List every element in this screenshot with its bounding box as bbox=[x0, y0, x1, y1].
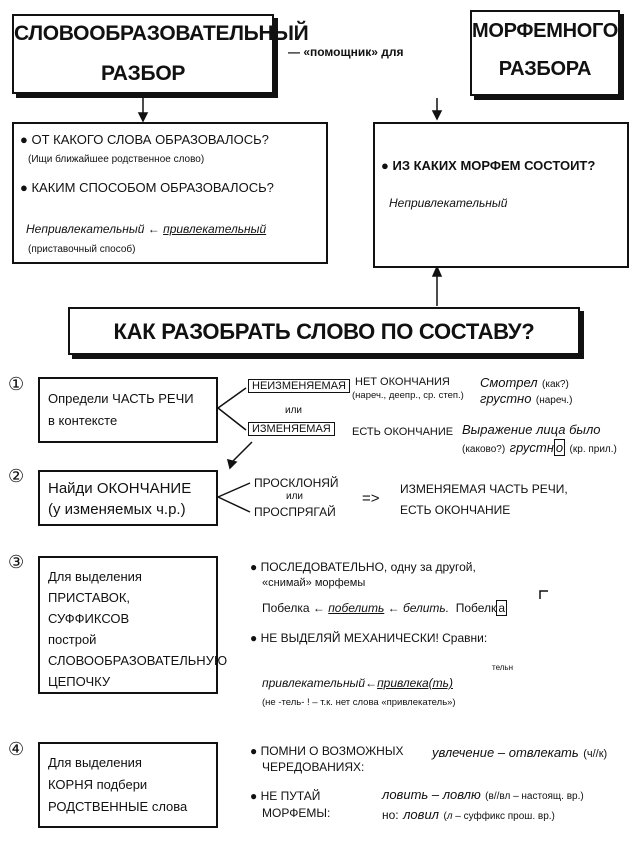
step-3-line-3: СУФФИКСОВ bbox=[48, 611, 130, 626]
step-4-tip-1a-text: ПОМНИ О ВОЗМОЖНЫХ bbox=[260, 744, 404, 758]
chain-word-2: побелить bbox=[328, 601, 385, 615]
step-3-line-2: ПРИСТАВОК, bbox=[48, 590, 131, 605]
left-title-1: СЛОВООБРАЗОВАТЕЛЬНЫЙ bbox=[14, 22, 309, 45]
step-1-or: или bbox=[285, 405, 303, 416]
step-4-tip-2a-text: НЕ ПУТАЙ bbox=[260, 789, 321, 803]
example-2-b-hint: (кр. прил.) bbox=[569, 444, 617, 455]
example-right: привлекательный bbox=[163, 222, 267, 236]
step-1-box bbox=[38, 377, 218, 443]
step-4-line-1: Для выделения bbox=[48, 755, 142, 770]
step-3-line-6: ЦЕПОЧКУ bbox=[48, 674, 111, 689]
no-ending: НЕТ ОКОНЧАНИЯ bbox=[355, 376, 450, 388]
step-2-result-1: ИЗМЕНЯЕМАЯ ЧАСТЬ РЕЧИ, bbox=[400, 482, 568, 496]
step-4-number: ④ bbox=[8, 739, 25, 759]
step-4-tip-1a: ● ПОМНИ О ВОЗМОЖНЫХ bbox=[250, 744, 404, 758]
conjugate: ПРОСПРЯГАЙ bbox=[254, 505, 336, 519]
compare-line bbox=[262, 676, 453, 690]
helper-connector: — «помощник» для bbox=[288, 45, 404, 59]
alternation-1-hint: (ч//к) bbox=[583, 748, 608, 760]
question-1-text: ОТ КАКОГО СЛОВА ОБРАЗОВАЛОСЬ? bbox=[31, 132, 269, 147]
example-2-a: Выражение лица было bbox=[462, 422, 601, 437]
right-title-1: МОРФЕМНОГО bbox=[472, 20, 618, 42]
example-1-b-word: грустно bbox=[480, 391, 532, 406]
word-formation-box bbox=[12, 14, 309, 94]
example-line bbox=[26, 222, 266, 236]
question-1-hint: (Ищи ближайшее родственное слово) bbox=[28, 154, 205, 165]
step-1-number: ① bbox=[8, 374, 25, 394]
morpheme-example: Непривлекательный bbox=[389, 196, 508, 210]
alternation-2-text: ловить – ловлю bbox=[382, 787, 481, 802]
step-3-line-4: построй bbox=[48, 632, 97, 647]
right-title-2: РАЗБОРА bbox=[498, 58, 592, 80]
changeable-label: ИЗМЕНЯЕМАЯ bbox=[248, 422, 335, 436]
step-3-tip-1b: «снимай» морфемы bbox=[262, 577, 366, 589]
has-ending: ЕСТЬ ОКОНЧАНИЕ bbox=[352, 426, 454, 438]
step-4-tip-2b: МОРФЕМЫ: bbox=[262, 806, 331, 820]
example-2-b bbox=[462, 439, 617, 457]
step-2-arrow: => bbox=[362, 490, 380, 507]
example-1-b bbox=[480, 390, 572, 408]
step-4-tip-2a: ● НЕ ПУТАЙ bbox=[250, 789, 321, 803]
unchangeable-label: НЕИЗМЕНЯЕМАЯ bbox=[248, 379, 350, 393]
alternation-2-hint: (в//вл – настоящ. вр.) bbox=[485, 791, 584, 802]
example-left: Непривлекательный bbox=[26, 222, 145, 236]
example-2-b-ending: о bbox=[555, 440, 564, 455]
left-title-2: РАЗБОР bbox=[100, 62, 186, 85]
alternation-1-text: увлечение – отвлекать bbox=[432, 745, 579, 760]
step-2-text-2: (у изменяемых ч.р.) bbox=[48, 501, 186, 518]
step-4-line-3: РОДСТВЕННЫЕ слова bbox=[48, 799, 188, 814]
decline: ПРОСКЛОНЯЙ bbox=[254, 476, 339, 490]
step-3-line-5: СЛОВООБРАЗОВАТЕЛЬНУЮ bbox=[48, 653, 228, 668]
step-1-text-2: в контексте bbox=[48, 413, 118, 428]
chain-word-4-ending: а bbox=[498, 601, 505, 615]
example-1-a-q: (как?) bbox=[542, 379, 569, 390]
morpheme-box bbox=[470, 10, 620, 96]
chain-word-1: Побелка bbox=[262, 601, 310, 615]
question-2: ● КАКИМ СПОСОБОМ ОБРАЗОВАЛОСЬ? bbox=[20, 180, 274, 195]
chain-word-3: белить. bbox=[402, 601, 450, 615]
alternation-3-hint: – суффикс прош. вр.) bbox=[455, 811, 555, 822]
alternation-3-suffix: л bbox=[446, 811, 453, 822]
compare-note: (не -тель- ! – т.к. нет слова «привлекатель») bbox=[262, 697, 456, 708]
step-1-text-1: Определи ЧАСТЬ РЕЧИ bbox=[48, 391, 194, 406]
step-4-box bbox=[38, 742, 218, 828]
example-arrow: ← bbox=[147, 222, 160, 236]
step-4-tip-1b: ЧЕРЕДОВАНИЯХ: bbox=[262, 760, 365, 774]
question-1: ● ОТ КАКОГО СЛОВА ОБРАЗОВАЛОСЬ? bbox=[20, 132, 269, 147]
step-3-line-1: Для выделения bbox=[48, 569, 142, 584]
step-2-number: ② bbox=[8, 466, 25, 486]
step-2-or: или bbox=[286, 491, 304, 502]
question-2-text: КАКИМ СПОСОБОМ ОБРАЗОВАЛОСЬ? bbox=[31, 180, 274, 195]
step-2-box bbox=[38, 470, 218, 526]
step-3-number: ③ bbox=[8, 552, 25, 572]
compare-word-2: привлека(ть) bbox=[377, 676, 453, 690]
chain-line bbox=[262, 601, 507, 615]
example-1-a-word: Смотрел bbox=[480, 375, 538, 390]
alternation-3-word: ловил bbox=[403, 807, 440, 822]
chain-arrow-2: ← bbox=[387, 601, 400, 615]
alternation-1 bbox=[432, 744, 607, 762]
step-3-tip-2: ● НЕ ВЫДЕЛЯЙ МЕХАНИЧЕСКИ! Сравни: bbox=[250, 631, 488, 645]
compare-word-1: привлекательный bbox=[262, 676, 366, 690]
step-4-box-text bbox=[48, 752, 187, 818]
morpheme-question: ● ИЗ КАКИХ МОРФЕМ СОСТОИТ? bbox=[381, 158, 596, 173]
compare-arrow: ← bbox=[365, 676, 378, 690]
alternation-2 bbox=[382, 786, 584, 804]
example-2-b-q: (каково?) bbox=[462, 444, 506, 455]
step-4-line-2: КОРНЯ подбери bbox=[48, 777, 148, 792]
chain-word-4: Побелк bbox=[455, 601, 497, 615]
main-title-box bbox=[68, 307, 580, 355]
morpheme-question-text: ИЗ КАКИХ МОРФЕМ СОСТОИТ? bbox=[392, 158, 596, 173]
alternation-3-pre: но: bbox=[382, 808, 399, 822]
example-2-b-word: грустн bbox=[509, 440, 554, 455]
alternation-3: но: ловил (л – суффикс прош. вр.) bbox=[382, 807, 555, 822]
step-3-tip-1a-text: ПОСЛЕДОВАТЕЛЬНО, одну за другой, bbox=[260, 560, 476, 574]
step-2-text-1: Найди ОКОНЧАНИЕ bbox=[48, 480, 192, 497]
compare-suffix: тельн bbox=[492, 663, 514, 672]
main-title: КАК РАЗОБРАТЬ СЛОВО ПО СОСТАВУ? bbox=[113, 319, 535, 344]
chain-arrow-1: ← bbox=[312, 601, 325, 615]
no-ending-hint: (нареч., деепр., ср. степ.) bbox=[352, 390, 464, 401]
word-formation-panel bbox=[12, 122, 328, 264]
step-3-tip-2-text: НЕ ВЫДЕЛЯЙ МЕХАНИЧЕСКИ! Сравни: bbox=[260, 631, 488, 645]
method-hint: (приставочный способ) bbox=[28, 244, 136, 255]
step-3-box bbox=[38, 556, 228, 694]
step-3-box-text bbox=[48, 566, 227, 692]
step-3-tip-1a: ● ПОСЛЕДОВАТЕЛЬНО, одну за другой, bbox=[250, 560, 476, 574]
example-1-b-q: (нареч.) bbox=[535, 395, 573, 406]
step-2-result-2: ЕСТЬ ОКОНЧАНИЕ bbox=[400, 503, 511, 517]
morpheme-panel bbox=[373, 122, 629, 268]
